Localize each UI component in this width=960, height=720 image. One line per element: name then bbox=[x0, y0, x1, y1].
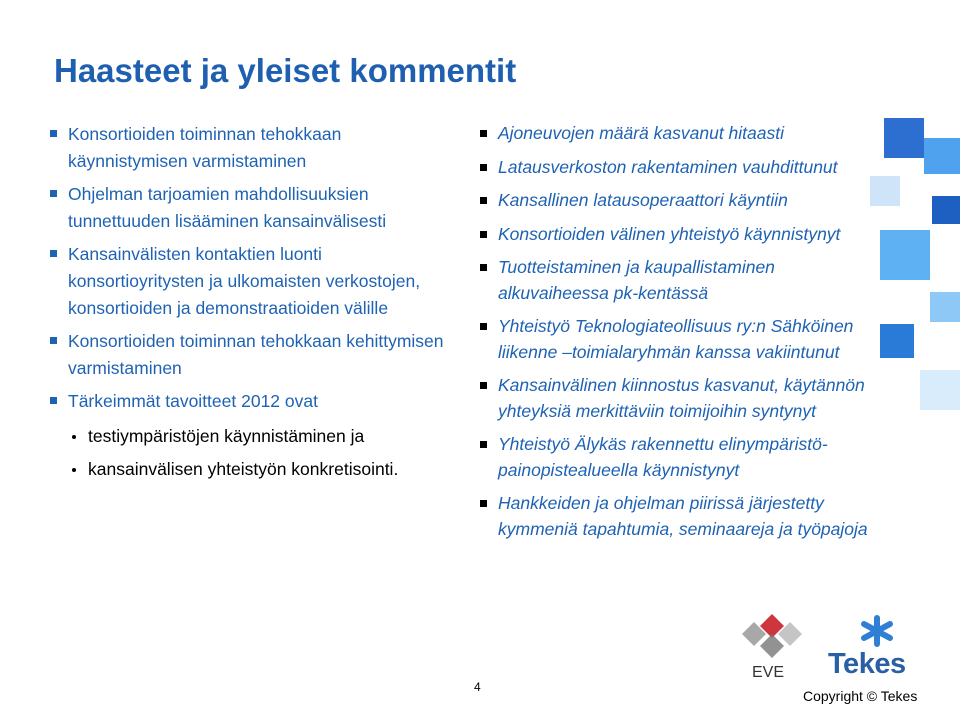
list-item: Tärkeimmät tavoitteet 2012 ovat testiympäristöjen käynnistäminen ja kansainvälisen yhteistyön konkretisointi. bbox=[48, 388, 448, 483]
square-bullet-icon bbox=[480, 441, 487, 448]
list-item: Tuotteistaminen ja kaupallistaminen alkuvaiheessa pk-kentässä bbox=[478, 255, 868, 306]
list-item: Konsortioiden välinen yhteistyö käynnistynyt bbox=[478, 222, 868, 248]
list-item: Ajoneuvojen määrä kasvanut hitaasti bbox=[478, 121, 868, 147]
square-bullet-icon bbox=[480, 197, 487, 204]
dot-bullet-icon bbox=[72, 435, 76, 439]
square-bullet-icon bbox=[50, 337, 57, 344]
list-item: Ohjelman tarjoamien mahdollisuuksien tunnettuuden lisääminen kansainvälisesti bbox=[48, 181, 448, 235]
list-item: Kansallinen latausoperaattori käyntiin bbox=[478, 188, 868, 214]
list-item: Konsortioiden toiminnan tehokkaan käynnistymisen varmistaminen bbox=[48, 121, 448, 175]
list-item: Kansainvälisten kontaktien luonti konsortioyritysten ja ulkomaisten verkostojen, konsortioiden ja demonstraatioiden välille bbox=[48, 241, 448, 322]
square-bullet-icon bbox=[480, 500, 487, 507]
list-item: Latausverkoston rakentaminen vauhdittunut bbox=[478, 155, 868, 181]
square-bullet-icon bbox=[50, 397, 57, 404]
eve-logo-text: EVE bbox=[752, 664, 785, 681]
decorative-blocks bbox=[860, 100, 960, 460]
page-number: 4 bbox=[474, 680, 481, 694]
dot-bullet-icon bbox=[72, 468, 76, 472]
square-bullet-icon bbox=[480, 164, 487, 171]
list-item: Hankkeiden ja ohjelman piirissä järjestetty kymmeniä tapahtumia, seminaareja ja työpajoja bbox=[478, 491, 868, 542]
tekes-logo-text: Tekes bbox=[828, 648, 906, 680]
square-bullet-icon bbox=[50, 130, 57, 137]
list-item: Yhteistyö Teknologiateollisuus ry:n Sähköinen liikenne –toimialaryhmän kanssa vakiintunut bbox=[478, 314, 868, 365]
slide-title: Haasteet ja yleiset kommentit bbox=[54, 52, 517, 89]
square-bullet-icon bbox=[480, 323, 487, 330]
sub-list-item: testiympäristöjen käynnistäminen ja bbox=[68, 423, 448, 450]
copyright-notice: Copyright © Tekes bbox=[803, 688, 918, 704]
square-bullet-icon bbox=[480, 130, 487, 137]
list-item: Konsortioiden toiminnan tehokkaan kehittymisen varmistaminen bbox=[48, 328, 448, 382]
square-bullet-icon bbox=[50, 190, 57, 197]
right-bullet-list bbox=[478, 121, 868, 550]
sub-bullet-list bbox=[68, 423, 448, 483]
square-bullet-icon bbox=[480, 231, 487, 238]
sub-list-item: kansainvälisen yhteistyön konkretisointi. bbox=[68, 456, 448, 483]
left-bullet-list bbox=[48, 121, 448, 489]
square-bullet-icon bbox=[480, 264, 487, 271]
square-bullet-icon bbox=[50, 250, 57, 257]
square-bullet-icon bbox=[480, 382, 487, 389]
list-item: Yhteistyö Älykäs rakennettu elinympäristö-painopistealueella käynnistynyt bbox=[478, 432, 868, 483]
list-item: Kansainvälinen kiinnostus kasvanut, käytännön yhteyksiä merkittäviin toimijoihin syntynyt bbox=[478, 373, 868, 424]
